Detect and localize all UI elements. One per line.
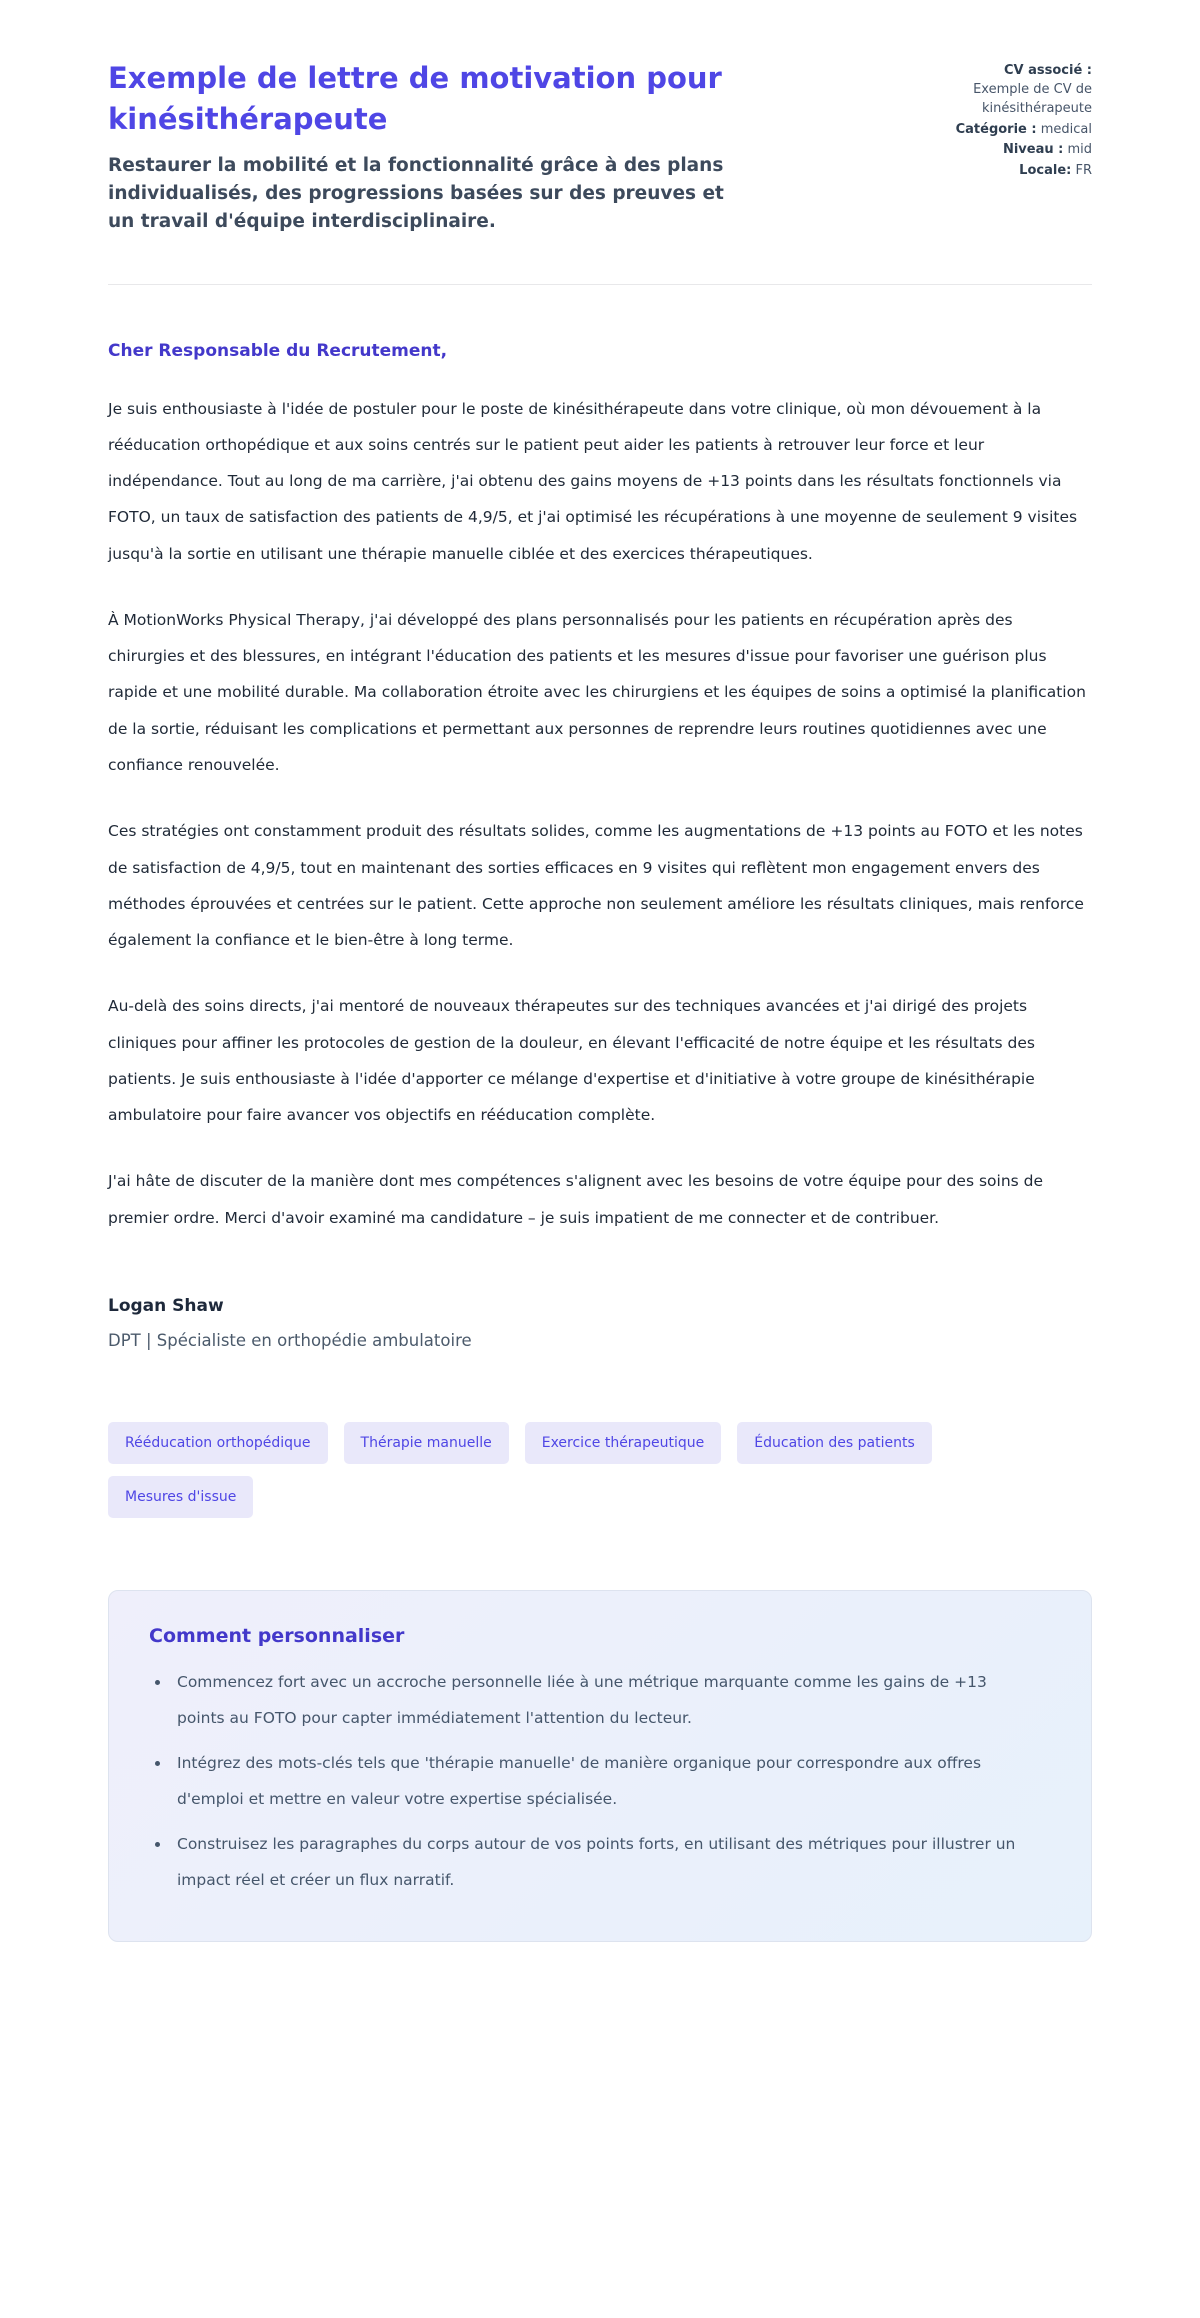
meta-cv-label: CV associé :	[1003, 63, 1092, 78]
letter-paragraph: Ces stratégies ont constamment produit des résultats solides, comme les augmentations de +13 points au FOTO et les notes de satisfaction de 4,9/5, tout en maintenant des sorties efficaces en 9 visites qui reflètent mon engagement envers des méthodes éprouvées et centrées sur le patient. Cette approche non seulement améliore les résultats cliniques, mais renforce également la confiance et le bien-être à long terme.	[108, 822, 1084, 950]
skill-tag: Mesures d'issue	[108, 1476, 253, 1518]
meta-level-label: Niveau :	[1002, 142, 1064, 158]
letter-paragraph: Je suis enthousiaste à l'idée de postuler pour le poste de kinésithérapeute dans votre clinique, où mon dévouement à la rééducation orthopédique et aux soins centrés sur le patient peut aider les patients à retrouver leur force et leur indépendance. Tout au long de ma carrière, j'ai obtenu des gains moyens de +13 points dans les résultats fonctionnels via FOTO, un taux de satisfaction des patients de 4,9/5, et j'ai optimisé les récupérations à une moyenne de seulement 9 visites jusqu'à la sortie en utilisant une thérapie manuelle ciblée et des exercices thérapeutiques.	[108, 399, 1078, 563]
salutation: Cher Responsable du Recrutement,	[108, 340, 448, 361]
meta-level-value: mid	[1067, 142, 1092, 158]
meta-cv	[954, 62, 1092, 119]
tip-item: • Commencez fort avec un accroche personnelle liée à une métrique marquante comme les gains de +13 points au FOTO pour capter immédiatement l'attention du lecteur.	[171, 1665, 1021, 1736]
page-header	[108, 58, 1092, 236]
skill-tag: Éducation des patients	[737, 1422, 932, 1464]
signature-name: Logan Shaw	[108, 1295, 224, 1316]
tips-list	[149, 1665, 1051, 1899]
meta-locale-value: FR	[1075, 163, 1092, 179]
meta-category-value: medical	[1040, 121, 1092, 137]
skill-tag: Rééducation orthopédique	[108, 1422, 328, 1464]
tip-item: • Intégrez des mots-clés tels que 'thérapie manuelle' de manière organique pour correspondre aux offres d'emploi et mettre en valeur votre expertise spécialisée.	[171, 1746, 1021, 1817]
page-title: Exemple de lettre de motivation pour kinésithérapeute	[108, 61, 722, 137]
letter-paragraph: J'ai hâte de discuter de la manière dont mes compétences s'alignent avec les besoins de votre équipe pour des soins de premier ordre. Merci d'avoir examiné ma candidature – je suis impatient de me connecter et de contribuer.	[108, 1172, 1044, 1227]
letter-paragraph: Au-delà des soins directs, j'ai mentoré de nouveaux thérapeutes sur des techniques avancées et j'ai dirigé des projets cliniques pour affiner les protocoles de gestion de la douleur, en élevant l'efficacité de notre équipe et les résultats des patients. Je suis enthousiaste à l'idée d'apporter ce mélange d'expertise et d'initiative à votre groupe de kinésithérapie ambulatoire pour faire avancer vos objectifs en rééducation complète.	[108, 997, 1036, 1125]
meta-cv-value: Exemple de CV de kinésithérapeute	[973, 81, 1092, 116]
header-divider	[108, 284, 1092, 285]
meta-locale	[954, 162, 1092, 181]
skill-tag: Exercice thérapeutique	[525, 1422, 722, 1464]
header-title-block	[108, 58, 748, 236]
meta-locale-label: Locale:	[1019, 163, 1072, 179]
meta-panel	[954, 58, 1092, 183]
meta-category	[954, 121, 1092, 140]
page-subtitle: Restaurer la mobilité et la fonctionnalité grâce à des plans individualisés, des progressions basées sur des preuves et un travail d'équipe interdisciplinaire.	[108, 155, 724, 232]
skill-tags	[108, 1422, 1008, 1518]
skill-tag: Thérapie manuelle	[344, 1422, 509, 1464]
tips-heading: Comment personnaliser	[149, 1624, 405, 1647]
tip-item: • Construisez les paragraphes du corps autour de vos points forts, en utilisant des métriques pour illustrer un impact réel et créer un flux narratif.	[171, 1827, 1021, 1898]
customization-tips-section	[108, 1590, 1092, 1942]
letter-body	[108, 341, 1092, 1350]
signature-role: DPT | Spécialiste en orthopédie ambulatoire	[108, 1330, 472, 1350]
letter-page	[108, 0, 1092, 2014]
meta-level	[954, 141, 1092, 160]
letter-paragraph: À MotionWorks Physical Therapy, j'ai développé des plans personnalisés pour les patients en récupération après des chirurgies et des blessures, en intégrant l'éducation des patients et les mesures d'issue pour favoriser une guérison plus rapide et une mobilité durable. Ma collaboration étroite avec les chirurgiens et les équipes de soins a optimisé la planification de la sortie, réduisant les complications et permettant aux personnes de reprendre leurs routines quotidiennes avec une confiance renouvelée.	[108, 610, 1086, 774]
meta-category-label: Catégorie :	[955, 121, 1037, 137]
